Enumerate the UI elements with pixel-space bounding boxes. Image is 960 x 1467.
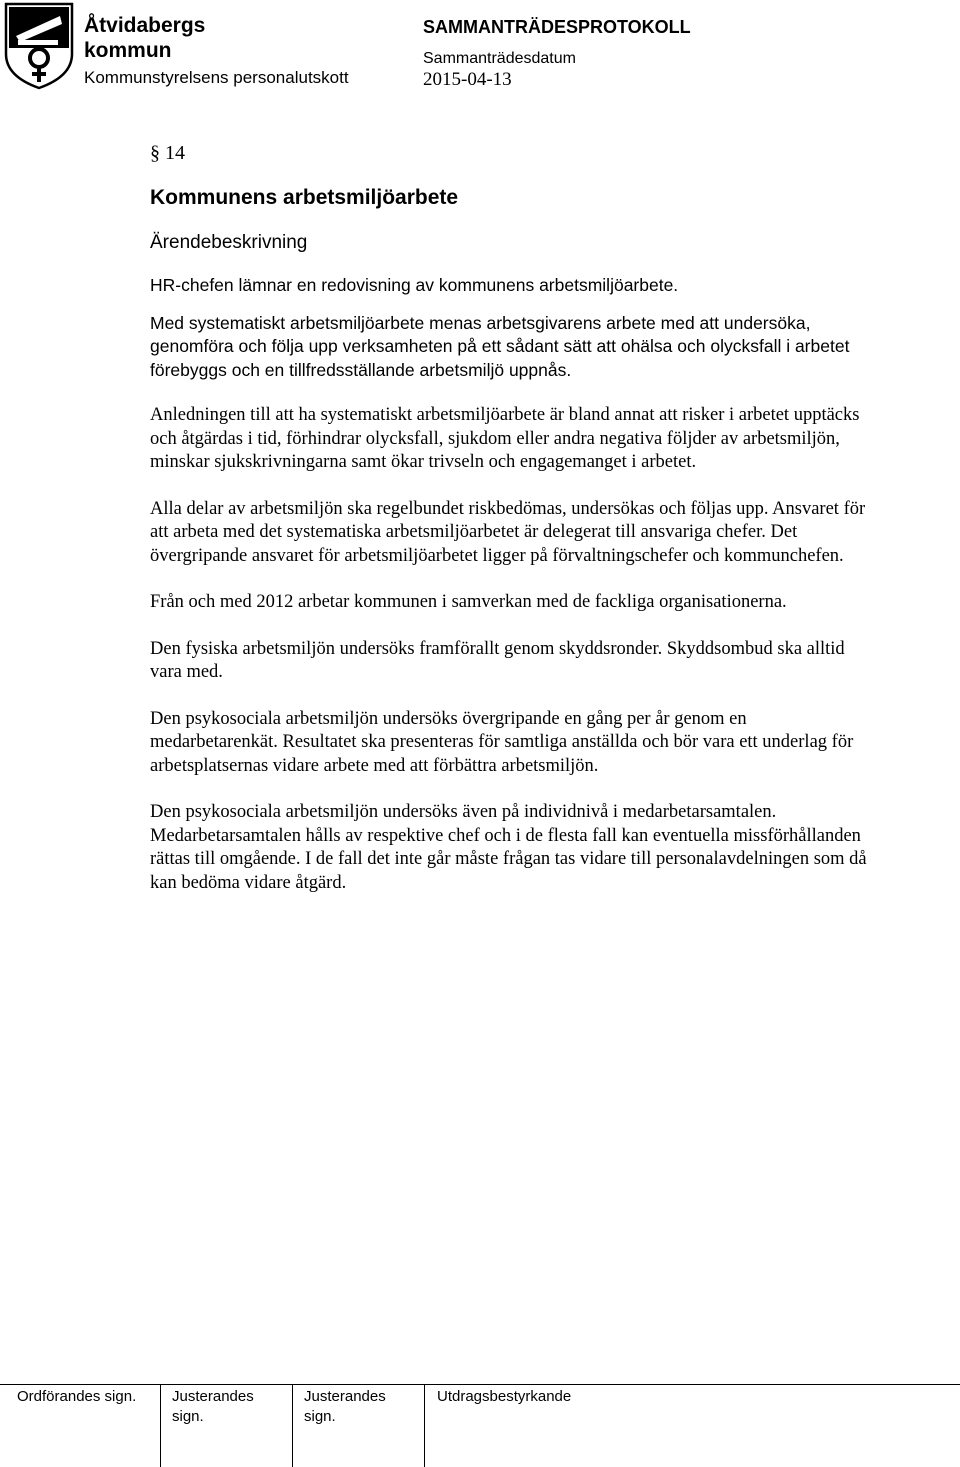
adjuster-label-line: Justerandes [304, 1388, 386, 1405]
paragraph-reasons: Anledningen till att ha systematiskt arbetsmiljöarbete är bland annat att risker i arbetet upptäcks och åtgärdas i tid, förhindrar olycksfall, sjukdom eller andra negativa följder av arbetsmiljön, minskar sjukskrivningarna samt ökar trivseln och engagemanget i arbetet. [150, 405, 860, 472]
footer-column-divider [160, 1384, 161, 1467]
section-subtitle: Ärendebeskrivning [150, 232, 308, 253]
footer-column-divider [424, 1384, 425, 1467]
footer-column-divider [292, 1384, 293, 1467]
section-number: § 14 [150, 142, 185, 164]
paragraph-physical: Den fysiska arbetsmiljön undersöks framförallt genom skyddsronder. Skyddsombud ska alltid vara med. [150, 638, 845, 682]
section-title: Kommunens arbetsmiljöarbete [150, 186, 459, 209]
org-name-line2: kommun [84, 39, 172, 62]
meeting-date-value: 2015-04-13 [423, 69, 512, 90]
document-body [150, 140, 870, 918]
extract-certification-label: Utdragsbestyrkande [437, 1388, 572, 1405]
committee-name: Kommunstyrelsens personalutskott [84, 68, 349, 87]
footer-divider [0, 1384, 960, 1385]
adjuster-label-line: Justerandes [172, 1388, 254, 1405]
paragraph-intro: HR-chefen lämnar en redovisning av kommunens arbetsmiljöarbete. [150, 275, 679, 295]
adjuster-signature-label-1 [172, 1387, 254, 1427]
paragraph-cooperation: Från och med 2012 arbetar kommunen i samverkan med de fackliga organisationerna. [150, 592, 787, 612]
meeting-date-label: Sammanträdesdatum [423, 50, 576, 67]
org-name: Åtvidabergs [84, 14, 206, 37]
adjuster-signature-label-2 [304, 1387, 386, 1427]
chair-signature-label: Ordförandes sign. [17, 1388, 137, 1405]
adjuster-label-line: sign. [304, 1408, 336, 1425]
paragraph-individual: Den psykosociala arbetsmiljön undersöks även på individnivå i medarbetarsamtalen. Medarbetarsamtalen hålls av respektive chef och i de flesta fall kan eventuella missförhållanden rättas till omgående. I de fall det inte går måste frågan tas vidare till personalavdelningen som då kan bedöma vidare åtgärd. [150, 802, 867, 893]
paragraph-definition: Med systematiskt arbetsmiljöarbete menas arbetsgivarens arbete med att undersöka, genomföra och följa upp verksamheten på ett sådant sätt att ohälsa och olycksfall i arbetet förebyggs och en tillfredsställande arbetsmiljö uppnås. [150, 312, 850, 380]
adjuster-label-line: sign. [172, 1408, 204, 1425]
paragraph-responsibility: Alla delar av arbetsmiljön ska regelbundet riskbedömas, undersökas och följas upp. Ansvaret för att arbeta med det systematiska arbetsmiljöarbetet är delegerat till ansvariga chefer. Det övergripande ansvaret för arbetsmiljöarbetet ligger på förvaltningschefer och kommunchefen. [150, 498, 866, 566]
paragraph-psychosocial: Den psykosociala arbetsmiljön undersöks övergripande en gång per år genom en medarbetarenkät. Resultatet ska presenteras för samtliga anställda och bör vara ett underlag för arbetsplatsernas vidare arbete med att förbättra arbetsmiljön. [150, 708, 854, 776]
document-type: SAMMANTRÄDESPROTOKOLL [423, 17, 691, 37]
coat-of-arms-icon [4, 2, 74, 90]
